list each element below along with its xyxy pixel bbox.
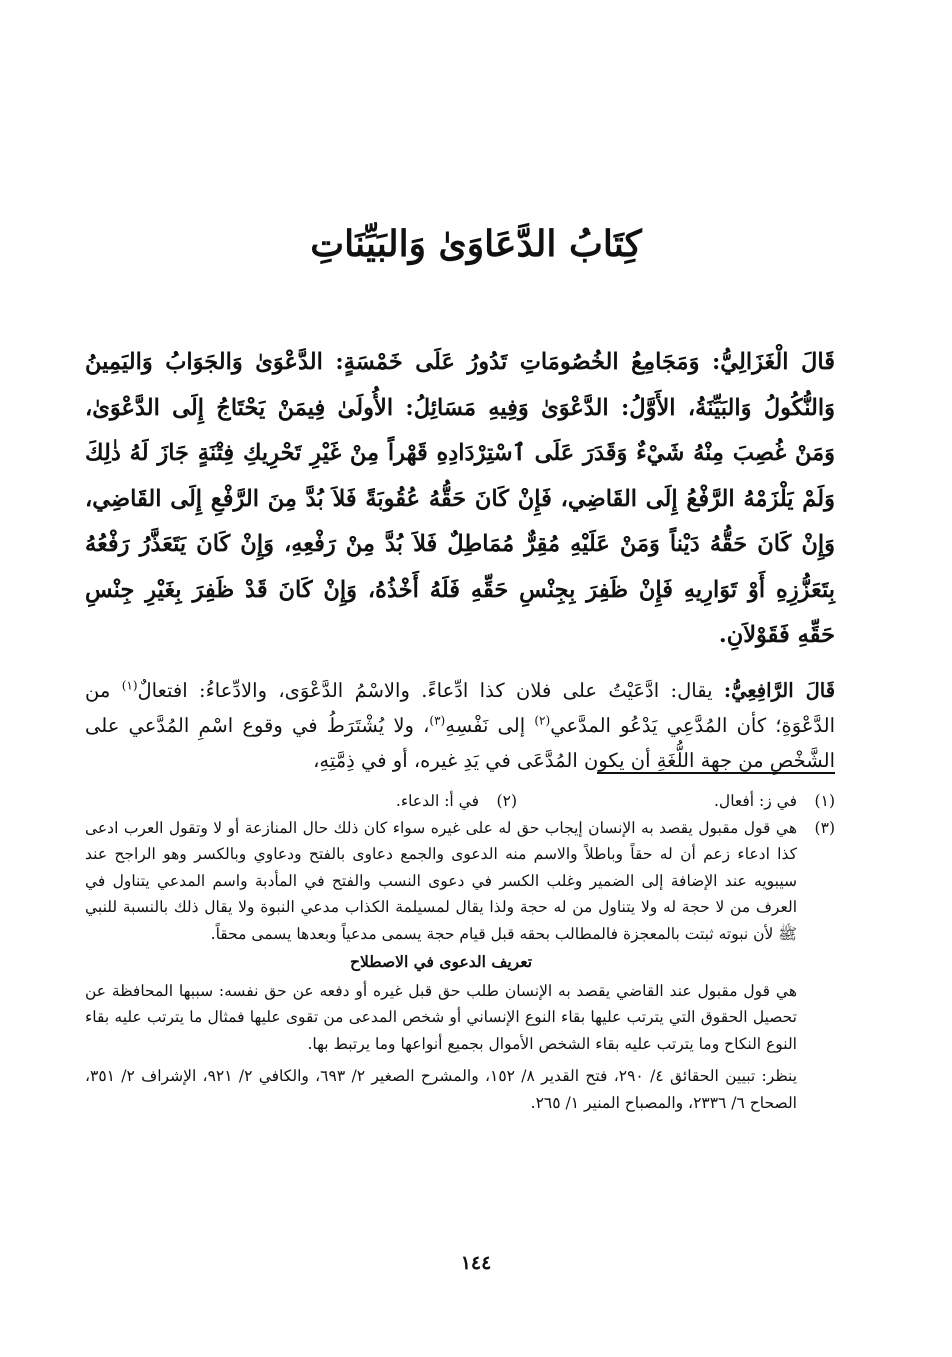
footnote-1-number: (١): [814, 792, 835, 810]
rafii-text-part-2: من الدَّعْوَةِ؛ كأن المُدَّعِي يَدْعُو المدَّعي: [85, 678, 836, 737]
rafii-text-part-4: ، ولا يُشْتَرَطُ في وقوع اسْمِ المُدَّعي على الشَّخْصِ من جهة اللُّغَةِ أن يكون المُدَّعَى في يَدِ غيره، أو في ذِمَّتِهِ،: [85, 713, 835, 772]
footnote-3-definition: هي قول مقبول يقصد به الإنسان إيجاب حق له على غيره سواء كان ذلك حال المنازعة أو لا وتقول العرب ادعى كذا ادعاء زعم أن له حقاً وباطلاً والاسم منه الدعوى والجمع دعاوى بالفتح ودعاوي وبالكسر وهو الراجح عند سيبويه عند الإضافة إلى الضمير وغلب الكسر في دعوى النسب والفتح في المأدبة واسم المدعي يتناول في العرف من لا حجة له ولا يتناول من له حجة ولذا يقال لمسيلمة الكذاب مدعي النبوة ولا يقال ذلك بالنسبة للنبي ﷺ لأن نبوته ثبتت بالمعجزة فالمطالب بحقه قبل قيام حجة يسمى مدعياً وبعدها يسمى محقاً.: [85, 818, 797, 943]
footnote-3-references: ينظر: تبيين الحقائق ٤/ ٢٩٠، فتح القدير ٨/ ١٥٢، والمشرح الصغير ٢/ ٦٩٣، والكافي ٢/ ٩٢١، الإشراف ٢/ ٣٥١، الصحاح ٦/ ٢٣٣٦، والمصباح المنير ١/ ٢٦٥.: [85, 1067, 798, 1112]
footnote-3-body: [85, 815, 797, 1117]
footnote-2-number: (٢): [496, 792, 517, 810]
footnote-3: [85, 815, 835, 1117]
footnotes: [85, 788, 835, 1116]
chapter-title: كِتَابُ الدَّعَاوَىٰ وَالبَيِّنَاتِ: [310, 223, 642, 266]
footnote-3-number: (٣): [814, 818, 835, 837]
rafii-text-part-1: يقال: ادَّعَيْتُ على فلان كذا ادِّعاءً. والاسْمُ الدَّعْوَى، والادِّعاءُ: افتعالٌ: [137, 678, 713, 702]
footnote-3-heading: تعريف الدعوى في الاصطلاح: [349, 952, 533, 971]
ghazali-speaker: قَالَ الْغَزَالِيُّ:: [711, 349, 835, 375]
footnote-mark-2[interactable]: (٢): [534, 713, 551, 727]
page-number: ١٤٤: [460, 1252, 492, 1274]
footnote-separator: [597, 772, 835, 774]
footnote-1-text: في ز: أفعال.: [714, 792, 797, 810]
rafii-text-part-3: إلى نَفْسِهِ: [445, 713, 526, 737]
footnote-mark-3[interactable]: (٣): [429, 713, 446, 727]
ghazali-paragraph: [85, 340, 835, 659]
footnote-row-short: [85, 788, 835, 815]
main-text: [85, 340, 835, 778]
footnote-2-text: في أ: الدعاء.: [395, 792, 479, 810]
rafii-paragraph: [85, 673, 835, 778]
footnote-3-term-definition: هي قول مقبول عند القاضي يقصد به الإنسان طلب حق قبل غيره أو دفعه عن حق نفسه: سببها المحافظة عن تحصيل الحقوق التي يترتب عليها بقاء النوع الإنساني أو شخص المدعى من تقوى عليها فمثال ما يترتب عليه بقاء النوع النكاح وما يترتب عليه بقاء الشخص الأموال بجميع أنواعها وما يرتبط بها.: [85, 981, 797, 1053]
ghazali-text: وَمَجَامِعُ الخُصُومَاتِ تَدُورُ عَلَى خَمْسَةٍ: الدَّعْوَىٰ وَالجَوَابُ وَاليَمِينُ وَالنُّكُولُ وَالبَيِّنَةُ، الأَوَّلُ: الدَّعْوَىٰ وَفِيهِ مَسَائِلُ: الأُولَىٰ فِيمَنْ يَحْتَاجُ إِلَى الدَّعْوَىٰ، وَمَنْ غُصِبَ مِنْهُ شَيْءٌ وَقَدَرَ عَلَى ٱسْتِرْدَادِهِ قَهْراً مِنْ غَيْرِ تَحْرِيكِ فِتْنَةٍ جَازَ لَهُ ذٰلِكَ وَلَمْ يَلْزَمْهُ الرَّفْعُ إِلَى القَاضِي، فَإِنْ كَانَ حَقُّهُ عُقُوبَةً فَلاَ بُدَّ مِنَ الرَّفْعِ إِلَى القَاضِي، وَإِنْ كَانَ حَقُّهُ دَيْناً وَمَنْ عَلَيْهِ مُقِرٌّ مُمَاطِلٌ فَلاَ بُدَّ مِنْ رَفْعِهِ، وَإِنْ كَانَ يَتَعَذَّرُ رَفْعُهُ بِتَعَزُّزِهِ أَوْ تَوَارِيهِ فَإِنْ ظَفِرَ بِجِنْسِ حَقِّهِ فَلَهُ أَخْذُهُ، وَإِنْ كَانَ قَدْ ظَفِرَ بِغَيْرِ جِنْسِ حَقِّهِ فَقَوْلاَنِ.: [85, 349, 835, 648]
rafii-speaker: قَالَ الرَّافِعِيُّ:: [723, 678, 836, 702]
footnote-mark-1[interactable]: (١): [121, 678, 138, 692]
